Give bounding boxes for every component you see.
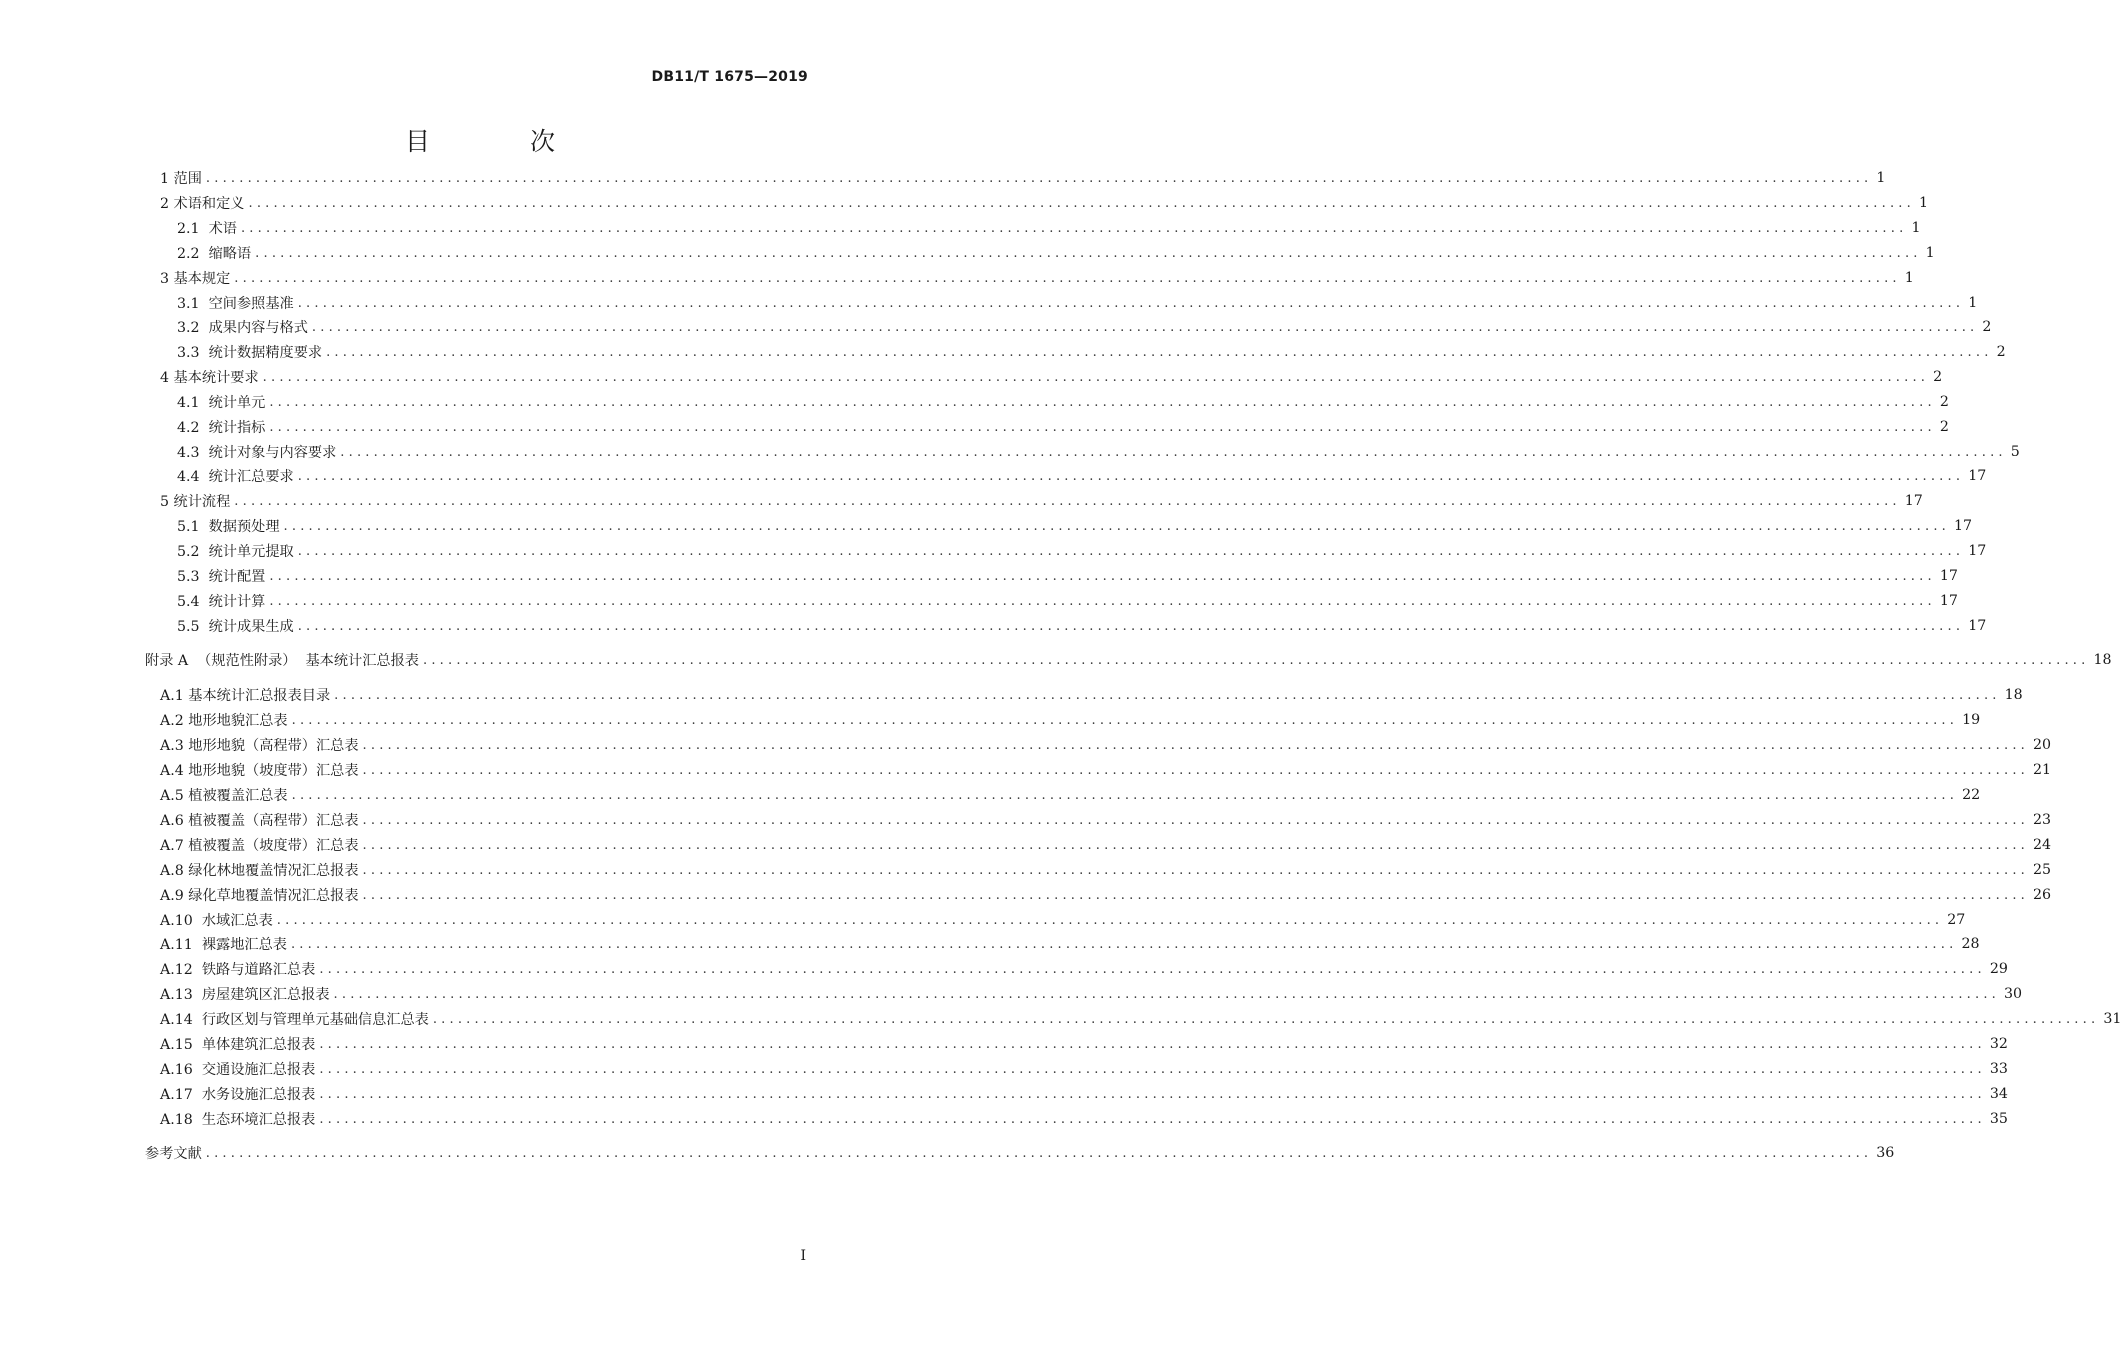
toc-entry-page: 18 xyxy=(2004,687,2023,703)
toc-entry-page: 2 xyxy=(1939,419,1949,435)
toc-leader-dots: ........................................................................................................................................................................................................ xyxy=(269,593,1936,609)
toc-entry[interactable] xyxy=(177,292,1978,314)
toc-leader-dots: ........................................................................................................................................................................................................ xyxy=(422,652,2090,668)
toc-leader-dots: ........................................................................................................................................................................................................ xyxy=(297,468,1965,484)
toc-entry[interactable] xyxy=(160,784,1981,806)
toc-entry[interactable] xyxy=(177,590,1958,612)
toc-entry-label: 5.4 统计计算 xyxy=(177,594,266,610)
toc-entry[interactable] xyxy=(160,684,2023,706)
toc-entry-page: 17 xyxy=(1968,543,1987,559)
toc-entry-page: 29 xyxy=(1989,961,2008,977)
toc-leader-dots: ........................................................................................................................................................................................................ xyxy=(362,812,2030,828)
toc-entry[interactable] xyxy=(160,490,1923,512)
toc-entry[interactable] xyxy=(177,515,1973,537)
toc-leader-dots: ........................................................................................................................................................................................................ xyxy=(362,837,2030,853)
toc-entry[interactable] xyxy=(160,1108,2008,1130)
toc-leader-dots: ........................................................................................................................................................................................................ xyxy=(319,1036,1986,1052)
toc-leader-dots: ........................................................................................................................................................................................................ xyxy=(283,518,1950,534)
toc-entry-label: A.6 植被覆盖（高程带）汇总表 xyxy=(160,813,359,829)
toc-entry-page: 21 xyxy=(2033,762,2052,778)
toc-entry[interactable] xyxy=(160,267,1914,289)
toc-entry-page: 17 xyxy=(1939,593,1958,609)
toc-entry[interactable] xyxy=(160,366,1943,388)
toc-entry[interactable] xyxy=(160,759,2052,781)
toc-entry-page: 34 xyxy=(1989,1086,2008,1102)
toc-entry[interactable] xyxy=(160,1033,2008,1055)
toc-entry[interactable] xyxy=(160,983,2023,1005)
toc-entry-label: A.17 水务设施汇总报表 xyxy=(160,1087,316,1103)
toc-leader-dots: ........................................................................................................................................................................................................ xyxy=(319,1111,1986,1127)
toc-entry-page: 24 xyxy=(2033,837,2052,853)
toc-entry-label: 4.4 统计汇总要求 xyxy=(177,469,294,485)
standard-code: DB11/T 1675—2019 xyxy=(651,69,808,85)
toc-leader-dots: ........................................................................................................................................................................................................ xyxy=(334,687,2001,703)
toc-leader-dots: ........................................................................................................................................................................................................ xyxy=(262,369,1930,385)
toc-entry[interactable] xyxy=(177,416,1949,438)
toc-entry-page: 17 xyxy=(1939,568,1958,584)
toc-leader-dots: ........................................................................................................................................................................................................ xyxy=(319,1061,1986,1077)
toc-leader-dots: ........................................................................................................................................................................................................ xyxy=(248,195,1915,211)
toc-entry-page: 17 xyxy=(1904,493,1923,509)
toc-entry-page: 26 xyxy=(2033,887,2052,903)
toc-entry[interactable] xyxy=(160,734,2052,756)
toc-entry-label: 3.3 统计数据精度要求 xyxy=(177,345,323,361)
toc-entry-label: A.3 地形地貌（高程带）汇总表 xyxy=(160,738,359,754)
toc-entry-label: 2.2 缩略语 xyxy=(177,246,252,262)
toc-entry[interactable] xyxy=(177,615,1987,637)
toc-entry-label: A.2 地形地貌汇总表 xyxy=(160,713,288,729)
toc-entry-page: 1 xyxy=(1911,220,1921,236)
toc-entry[interactable] xyxy=(177,341,2006,363)
toc-leader-dots: ........................................................................................................................................................................................................ xyxy=(240,220,1908,236)
toc-entry[interactable] xyxy=(160,709,1981,731)
toc-entry-page: 35 xyxy=(1989,1111,2008,1127)
toc-entry-page: 17 xyxy=(1968,468,1987,484)
toc-entry-page: 17 xyxy=(1954,518,1973,534)
toc-entry-label: 4 基本统计要求 xyxy=(160,370,259,386)
toc-leader-dots: ........................................................................................................................................................................................................ xyxy=(297,295,1965,311)
toc-entry-page: 1 xyxy=(1904,270,1914,286)
toc-leader-dots: ........................................................................................................................................................................................................ xyxy=(291,712,1959,728)
toc-entry-page: 1 xyxy=(1918,195,1928,211)
toc-leader-dots: ........................................................................................................................................................................................................ xyxy=(340,444,2007,460)
toc-entry[interactable] xyxy=(145,649,2112,671)
toc-entry-label: A.9 绿化草地覆盖情况汇总报表 xyxy=(160,888,359,904)
toc-entry-page: 2 xyxy=(1933,369,1943,385)
toc-entry-page: 36 xyxy=(1876,1145,1895,1161)
toc-entry-page: 20 xyxy=(2033,737,2052,753)
toc-entry[interactable] xyxy=(177,316,1992,338)
toc-leader-dots: ........................................................................................................................................................................................................ xyxy=(269,568,1936,584)
toc-entry[interactable] xyxy=(160,192,1928,214)
toc-entry[interactable] xyxy=(177,242,1935,264)
toc-entry-label: A.16 交通设施汇总报表 xyxy=(160,1062,316,1078)
toc-entry[interactable] xyxy=(177,441,2020,463)
toc-entry-label: A.12 铁路与道路汇总表 xyxy=(160,962,316,978)
toc-leader-dots: ........................................................................................................................................................................................................ xyxy=(362,862,2030,878)
toc-entry[interactable] xyxy=(160,809,2052,831)
toc-entry[interactable] xyxy=(160,884,2052,906)
toc-entry-label: 4.3 统计对象与内容要求 xyxy=(177,445,337,461)
page-number: I xyxy=(800,1248,806,1264)
toc-entry[interactable] xyxy=(160,834,2052,856)
toc-entry-label: A.5 植被覆盖汇总表 xyxy=(160,788,288,804)
toc-entry[interactable] xyxy=(145,1142,1895,1164)
toc-leader-dots: ........................................................................................................................................................................................................ xyxy=(432,1011,2100,1027)
toc-leader-dots: ........................................................................................................................................................................................................ xyxy=(319,961,1986,977)
toc-leader-dots: ........................................................................................................................................................................................................ xyxy=(311,319,1979,335)
toc-entry-page: 1 xyxy=(1876,170,1886,186)
toc-entry[interactable] xyxy=(177,540,1987,562)
toc-entry-label: A.18 生态环境汇总报表 xyxy=(160,1112,316,1128)
toc-entry-label: 参考文献 xyxy=(145,1146,202,1162)
toc-entry-page: 32 xyxy=(1989,1036,2008,1052)
toc-entry[interactable] xyxy=(160,1083,2008,1105)
toc-entry-label: A.7 植被覆盖（坡度带）汇总表 xyxy=(160,838,359,854)
toc-entry[interactable] xyxy=(160,958,2008,980)
toc-entry-label: 附录 A （规范性附录） 基本统计汇总报表 xyxy=(145,653,419,669)
toc-entry-label: 3.2 成果内容与格式 xyxy=(177,320,308,336)
toc-entry-page: 2 xyxy=(1996,344,2006,360)
toc-entry-page: 31 xyxy=(2103,1011,2121,1027)
toc-leader-dots: ........................................................................................................................................................................................................ xyxy=(205,1145,1873,1161)
toc-entry-page: 33 xyxy=(1989,1061,2008,1077)
toc-entry[interactable] xyxy=(160,167,1886,189)
toc-leader-dots: ........................................................................................................................................................................................................ xyxy=(319,1086,1986,1102)
toc-entry[interactable] xyxy=(160,1058,2008,1080)
toc-entry-label: 5.5 统计成果生成 xyxy=(177,619,294,635)
toc-entry-label: 3 基本规定 xyxy=(160,271,231,287)
toc-entry-label: 5.1 数据预处理 xyxy=(177,519,280,535)
toc-leader-dots: ........................................................................................................................................................................................................ xyxy=(362,737,2030,753)
toc-leader-dots: ........................................................................................................................................................................................................ xyxy=(362,762,2030,778)
toc-leader-dots: ........................................................................................................................................................................................................ xyxy=(269,394,1936,410)
toc-entry-page: 18 xyxy=(2093,652,2112,668)
toc-leader-dots: ........................................................................................................................................................................................................ xyxy=(276,912,1944,928)
toc-entry-label: A.10 水域汇总表 xyxy=(160,913,273,929)
toc-leader-dots: ........................................................................................................................................................................................................ xyxy=(297,618,1965,634)
toc-leader-dots: ........................................................................................................................................................................................................ xyxy=(333,986,2000,1002)
toc-title: 目 次 xyxy=(405,127,601,156)
toc-entry-label: 3.1 空间参照基准 xyxy=(177,296,294,312)
toc-entry-page: 27 xyxy=(1947,912,1966,928)
toc-entry-label: 4.2 统计指标 xyxy=(177,420,266,436)
toc-leader-dots: ........................................................................................................................................................................................................ xyxy=(255,245,1922,261)
toc-entry-label: 1 范围 xyxy=(160,171,202,187)
toc-leader-dots: ........................................................................................................................................................................................................ xyxy=(297,543,1965,559)
toc-entry-page: 2 xyxy=(1982,319,1992,335)
toc-entry-label: 2.1 术语 xyxy=(177,221,237,237)
toc-entry-page: 19 xyxy=(1962,712,1981,728)
toc-leader-dots: ........................................................................................................................................................................................................ xyxy=(326,344,1993,360)
toc-entry-page: 1 xyxy=(1925,245,1935,261)
toc-entry-page: 1 xyxy=(1968,295,1978,311)
toc-entry-page: 5 xyxy=(2010,444,2020,460)
toc-leader-dots: ........................................................................................................................................................................................................ xyxy=(362,887,2030,903)
toc-leader-dots: ........................................................................................................................................................................................................ xyxy=(290,936,1958,952)
toc-entry-page: 2 xyxy=(1939,394,1949,410)
toc-leader-dots: ........................................................................................................................................................................................................ xyxy=(234,493,1901,509)
toc-entry[interactable] xyxy=(160,933,1980,955)
toc-entry[interactable] xyxy=(160,909,1966,931)
toc-entry-label: 5 统计流程 xyxy=(160,494,231,510)
toc-entry-label: A.1 基本统计汇总报表目录 xyxy=(160,688,331,704)
toc-entry-label: 2 术语和定义 xyxy=(160,196,245,212)
toc-entry[interactable] xyxy=(177,217,1921,239)
toc-entry-label: A.13 房屋建筑区汇总报表 xyxy=(160,987,330,1003)
toc-entry-label: A.15 单体建筑汇总报表 xyxy=(160,1037,316,1053)
toc-leader-dots: ........................................................................................................................................................................................................ xyxy=(234,270,1901,286)
toc-entry-label: 4.1 统计单元 xyxy=(177,395,266,411)
toc-entry[interactable] xyxy=(177,565,1958,587)
toc-entry[interactable] xyxy=(177,465,1987,487)
toc-entry[interactable] xyxy=(160,1008,2121,1030)
toc-entry[interactable] xyxy=(160,859,2052,881)
toc-entry-label: A.4 地形地貌（坡度带）汇总表 xyxy=(160,763,359,779)
toc-entry-page: 25 xyxy=(2033,862,2052,878)
toc-entry-page: 30 xyxy=(2004,986,2023,1002)
toc-entry[interactable] xyxy=(177,391,1949,413)
toc-entry-label: A.11 裸露地汇总表 xyxy=(160,937,287,953)
toc-entry-label: A.8 绿化林地覆盖情况汇总报表 xyxy=(160,863,359,879)
toc-entry-page: 22 xyxy=(1962,787,1981,803)
toc-entry-label: 5.3 统计配置 xyxy=(177,569,266,585)
toc-entry-page: 28 xyxy=(1961,936,1980,952)
toc-entry-label: 5.2 统计单元提取 xyxy=(177,544,294,560)
toc-entry-label: A.14 行政区划与管理单元基础信息汇总表 xyxy=(160,1012,429,1028)
toc-entry-page: 17 xyxy=(1968,618,1987,634)
toc-leader-dots: ........................................................................................................................................................................................................ xyxy=(269,419,1936,435)
toc-leader-dots: ........................................................................................................................................................................................................ xyxy=(205,170,1873,186)
toc-leader-dots: ........................................................................................................................................................................................................ xyxy=(291,787,1959,803)
toc-entry-page: 23 xyxy=(2033,812,2052,828)
